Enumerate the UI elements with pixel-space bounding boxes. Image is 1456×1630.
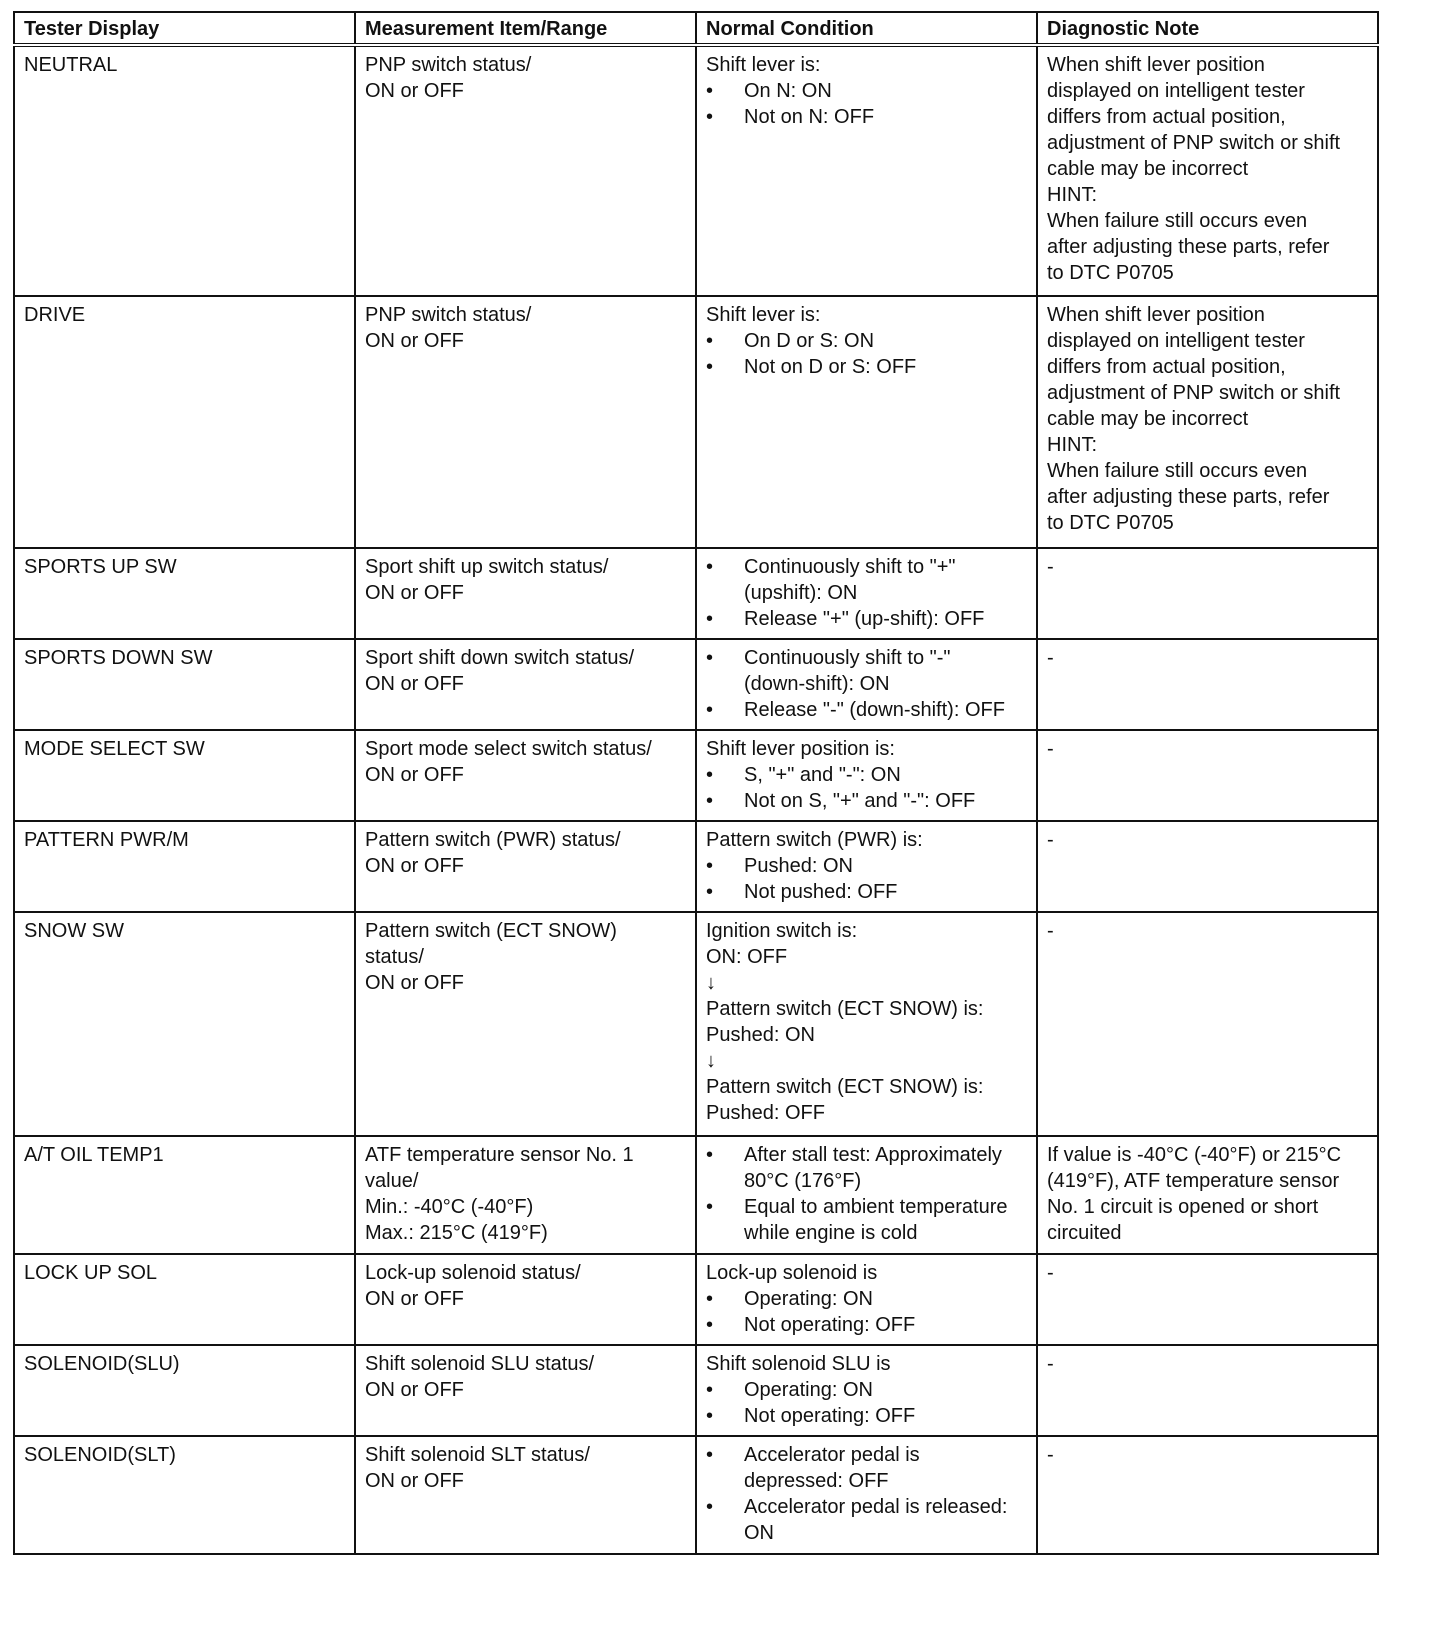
condition-text: S, "+" and "-": ON (744, 764, 901, 786)
condition-line (706, 580, 1028, 606)
condition-line (706, 1286, 1028, 1312)
diagnostic-note-cell: - (1037, 1345, 1378, 1436)
bullet-icon: • (706, 556, 714, 578)
tester-display-cell: MODE SELECT SW (14, 730, 355, 821)
table-row (14, 1254, 1378, 1345)
condition-line (706, 1312, 1028, 1338)
table-row (14, 548, 1378, 639)
condition-text: depressed: OFF (744, 1470, 889, 1492)
normal-condition-cell (696, 730, 1037, 821)
condition-text: Operating: ON (744, 1379, 873, 1401)
condition-line (706, 1048, 1028, 1074)
condition-text: Continuously shift to "-" (744, 647, 951, 669)
diagnostic-note-cell: - (1037, 639, 1378, 730)
tester-display-cell: A/T OIL TEMP1 (14, 1136, 355, 1254)
header-normal-condition: Normal Condition (696, 12, 1037, 45)
condition-line (706, 606, 1028, 632)
condition-text: ↓ (706, 972, 716, 994)
table-row (14, 296, 1378, 548)
normal-condition-cell (696, 1345, 1037, 1436)
bullet-icon: • (706, 881, 714, 903)
condition-line (706, 944, 1028, 970)
condition-text: After stall test: Approximately (744, 1144, 1002, 1166)
bullet-icon: • (706, 1314, 714, 1336)
tester-display-cell: PATTERN PWR/M (14, 821, 355, 912)
condition-line (706, 1494, 1028, 1520)
condition-text: Not on N: OFF (744, 106, 875, 128)
bullet-icon: • (706, 790, 714, 812)
diagnostic-note-cell: - (1037, 912, 1378, 1136)
condition-text: Equal to ambient temperature (744, 1196, 1008, 1218)
normal-condition-cell (696, 821, 1037, 912)
condition-line (706, 879, 1028, 905)
condition-line (706, 827, 1028, 853)
condition-line (706, 1194, 1028, 1220)
condition-line (706, 1142, 1028, 1168)
table-row (14, 1345, 1378, 1436)
bullet-icon: • (706, 1405, 714, 1427)
tester-display-cell: SPORTS UP SW (14, 548, 355, 639)
normal-condition-cell (696, 1254, 1037, 1345)
table-row (14, 1436, 1378, 1554)
bullet-icon: • (706, 1496, 714, 1518)
condition-line (706, 1377, 1028, 1403)
condition-text: (down-shift): ON (744, 673, 890, 695)
condition-text: (upshift): ON (744, 582, 858, 604)
normal-condition-cell (696, 296, 1037, 548)
header-row (14, 12, 1378, 45)
normal-condition-cell (696, 912, 1037, 1136)
tester-display-cell: SNOW SW (14, 912, 355, 1136)
condition-line (706, 1403, 1028, 1429)
diagnostic-note-cell: - (1037, 730, 1378, 821)
bullet-icon: • (706, 855, 714, 877)
condition-line (706, 762, 1028, 788)
condition-text: Release "+" (up-shift): OFF (744, 608, 985, 630)
diagnostic-note-cell: - (1037, 1254, 1378, 1345)
measurement-item-cell: Pattern switch (ECT SNOW) status/ ON or OFF (355, 912, 696, 1136)
condition-text: Pattern switch (PWR) is: (706, 829, 923, 851)
condition-line (706, 1022, 1028, 1048)
condition-text: Accelerator pedal is released: (744, 1496, 1008, 1518)
condition-line (706, 302, 1028, 328)
bullet-icon: • (706, 699, 714, 721)
condition-line (706, 1468, 1028, 1494)
condition-line (706, 1260, 1028, 1286)
normal-condition-cell (696, 548, 1037, 639)
measurement-item-cell: Lock-up solenoid status/ ON or OFF (355, 1254, 696, 1345)
condition-line (706, 554, 1028, 580)
condition-text: while engine is cold (744, 1222, 918, 1244)
table-row (14, 639, 1378, 730)
condition-text: Not on S, "+" and "-": OFF (744, 790, 976, 812)
condition-line (706, 918, 1028, 944)
condition-text: Pushed: ON (744, 855, 853, 877)
condition-text: Shift solenoid SLU is (706, 1353, 891, 1375)
measurement-item-cell: Sport shift up switch status/ ON or OFF (355, 548, 696, 639)
data-list-table (13, 11, 1379, 1555)
bullet-icon: • (706, 106, 714, 128)
measurement-item-cell: Shift solenoid SLU status/ ON or OFF (355, 1345, 696, 1436)
condition-text: On N: ON (744, 80, 832, 102)
condition-text: Ignition switch is: (706, 920, 858, 942)
normal-condition-cell (696, 45, 1037, 296)
header-tester-display: Tester Display (14, 12, 355, 45)
condition-line (706, 52, 1028, 78)
condition-text: Pushed: OFF (706, 1102, 825, 1124)
normal-condition-cell (696, 1436, 1037, 1554)
condition-text: ON (744, 1522, 774, 1544)
condition-text: Shift lever is: (706, 304, 821, 326)
condition-text: Pattern switch (ECT SNOW) is: (706, 998, 984, 1020)
bullet-icon: • (706, 1379, 714, 1401)
diagnostic-note-cell: When shift lever position displayed on intelligent tester differs from actual position, adjustment of PNP switch or shift cable may be incorrect HINT: When failure still occurs even after adjusting these parts, refer to DTC P0705 (1037, 296, 1378, 548)
diagnostic-note-cell: When shift lever position displayed on intelligent tester differs from actual position, adjustment of PNP switch or shift cable may be incorrect HINT: When failure still occurs even after adjusting these parts, refer to DTC P0705 (1037, 45, 1378, 296)
table-row (14, 912, 1378, 1136)
table-row (14, 821, 1378, 912)
tester-display-cell: LOCK UP SOL (14, 1254, 355, 1345)
condition-line (706, 1100, 1028, 1126)
condition-text: Continuously shift to "+" (744, 556, 956, 578)
condition-line (706, 788, 1028, 814)
measurement-item-cell: Pattern switch (PWR) status/ ON or OFF (355, 821, 696, 912)
diagnostic-note-cell: - (1037, 548, 1378, 639)
header-diagnostic-note: Diagnostic Note (1037, 12, 1378, 45)
condition-line (706, 354, 1028, 380)
tester-display-cell: NEUTRAL (14, 45, 355, 296)
condition-text: Accelerator pedal is (744, 1444, 920, 1466)
condition-line (706, 104, 1028, 130)
measurement-item-cell: ATF temperature sensor No. 1 value/ Min.: -40°C (-40°F) Max.: 215°C (419°F) (355, 1136, 696, 1254)
bullet-icon: • (706, 1144, 714, 1166)
condition-text: Not operating: OFF (744, 1405, 916, 1427)
measurement-item-cell: Sport mode select switch status/ ON or OFF (355, 730, 696, 821)
condition-line (706, 1220, 1028, 1246)
condition-line (706, 78, 1028, 104)
table-row (14, 1136, 1378, 1254)
condition-line (706, 1520, 1028, 1546)
tester-display-cell: SPORTS DOWN SW (14, 639, 355, 730)
condition-text: Pattern switch (ECT SNOW) is: (706, 1076, 984, 1098)
normal-condition-cell (696, 1136, 1037, 1254)
diagnostic-note-cell: - (1037, 1436, 1378, 1554)
bullet-icon: • (706, 80, 714, 102)
condition-line (706, 1168, 1028, 1194)
diagnostic-note-cell: If value is -40°C (-40°F) or 215°C (419°F), ATF temperature sensor No. 1 circuit is opened or short circuited (1037, 1136, 1378, 1254)
table-row (14, 730, 1378, 821)
condition-line (706, 970, 1028, 996)
condition-text: Operating: ON (744, 1288, 873, 1310)
condition-text: Pushed: ON (706, 1024, 815, 1046)
table-row (14, 45, 1378, 296)
bullet-icon: • (706, 764, 714, 786)
condition-text: Release "-" (down-shift): OFF (744, 699, 1005, 721)
bullet-icon: • (706, 1288, 714, 1310)
condition-text: Not pushed: OFF (744, 881, 898, 903)
tester-display-cell: SOLENOID(SLT) (14, 1436, 355, 1554)
bullet-icon: • (706, 647, 714, 669)
condition-line (706, 1351, 1028, 1377)
condition-line (706, 1074, 1028, 1100)
condition-text: Not on D or S: OFF (744, 356, 917, 378)
condition-text: Shift lever is: (706, 54, 821, 76)
bullet-icon: • (706, 1444, 714, 1466)
bullet-icon: • (706, 356, 714, 378)
condition-line (706, 853, 1028, 879)
condition-line (706, 697, 1028, 723)
condition-text: 80°C (176°F) (744, 1170, 862, 1192)
condition-text: ↓ (706, 1050, 716, 1072)
measurement-item-cell: Sport shift down switch status/ ON or OFF (355, 639, 696, 730)
diagnostic-note-cell: - (1037, 821, 1378, 912)
condition-text: On D or S: ON (744, 330, 875, 352)
condition-text: Shift lever position is: (706, 738, 895, 760)
header-measurement-item: Measurement Item/Range (355, 12, 696, 45)
condition-line (706, 736, 1028, 762)
condition-line (706, 671, 1028, 697)
measurement-item-cell: PNP switch status/ ON or OFF (355, 45, 696, 296)
condition-text: ON: OFF (706, 946, 788, 968)
condition-line (706, 328, 1028, 354)
condition-line (706, 645, 1028, 671)
tester-display-cell: SOLENOID(SLU) (14, 1345, 355, 1436)
condition-text: Not operating: OFF (744, 1314, 916, 1336)
condition-text: Lock-up solenoid is (706, 1262, 878, 1284)
measurement-item-cell: Shift solenoid SLT status/ ON or OFF (355, 1436, 696, 1554)
condition-line (706, 1442, 1028, 1468)
bullet-icon: • (706, 608, 714, 630)
bullet-icon: • (706, 330, 714, 352)
normal-condition-cell (696, 639, 1037, 730)
tester-display-cell: DRIVE (14, 296, 355, 548)
measurement-item-cell: PNP switch status/ ON or OFF (355, 296, 696, 548)
condition-line (706, 996, 1028, 1022)
bullet-icon: • (706, 1196, 714, 1218)
